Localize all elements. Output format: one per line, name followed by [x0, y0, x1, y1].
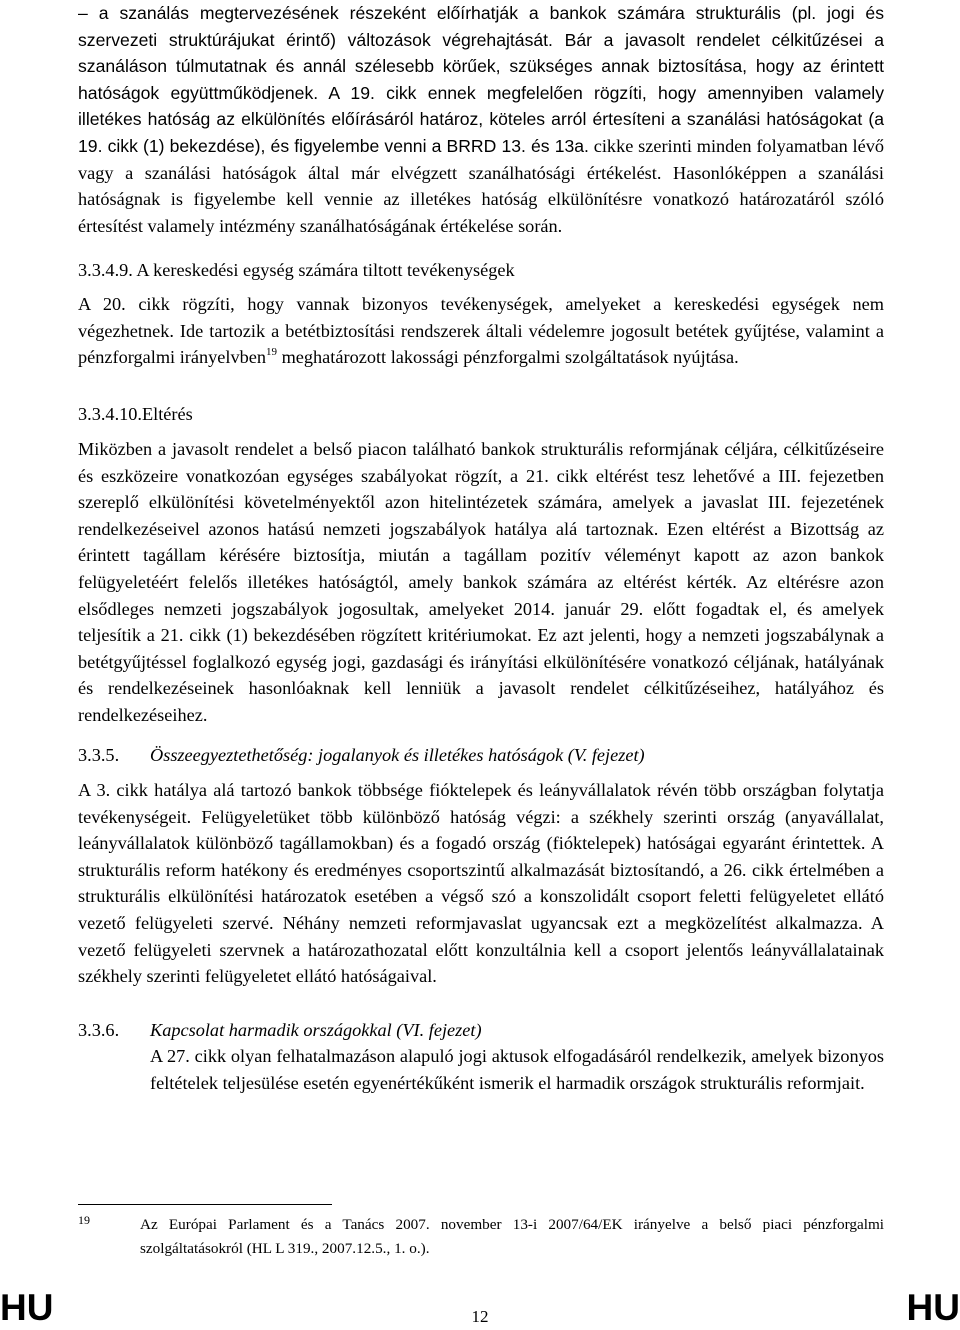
language-code-right: HU [906, 1287, 960, 1328]
footnote-number: 19 [78, 1213, 90, 1227]
section-heading-3-3-5 [78, 742, 645, 768]
language-code-left: HU [0, 1287, 54, 1328]
paragraph-text: meghatározott lakossági pénzforgalmi szolgáltatások nyújtása. [277, 347, 739, 368]
paragraph-trading-entity [78, 291, 884, 371]
section-number: 3.3.5. [78, 745, 120, 765]
paragraph-consistency: A 3. cikk hatálya alá tartozó bankok többsége fióktelepek és leányvállalatok révén több országban folytatja tevékenységeit. Felügyeletüket több különböző hatóság végzi: a székhely szerinti ország (anyavállalat, leányvállalatok különböző tagállamokban) és a fogadó ország (fióktelepek) hatóságai egyaránt érintettek. A strukturális reform hatékony és eredményes csoportszintű alkalmazását biztosítandó, a 26. cikk értelmében a strukturális elkülönítési határozatok esetében a végső szó a konszolidált csoport feletti felügyeletet ellátó vezető felügyeleti szervé. Néhány nemzeti reformjavaslat ugyancsak ezt a megközelítést alkalmazza. A vezető felügyeleti szervnek a határozathozatal előtt konzultálnia kell a csoport jelentős leányvállalatainak székhely szerinti felügyeletet ellátó hatóságaival. [78, 780, 884, 987]
footnote-text: Az Európai Parlament és a Tanács 2007. november 13-i 2007/64/EK irányelve a belső piaci pénzforgalmi szolgáltatásokról (HL L 319., 2007.12.5., 1. o.). [140, 1216, 884, 1257]
paragraph-resolution-cooperation [78, 0, 884, 239]
section-heading-3-3-4-10: 3.3.4.10.Eltérés [78, 404, 193, 424]
paragraph-derogation: Miközben a javasolt rendelet a belső piacon található bankok strukturális reformjának céljára, célkitűzéseire és eszközeire vonatkozóan egységes szabályokat rögzít, a 21. cikk eltérést tesz lehetővé a III. fejezetben szereplő elkülönítési követelményektől azon hitelintézetek számára, amelyek a javaslat III. fejezetének rendelkezéseivel azonos hatású nemzeti jogszabályok hatálya alá tartoznak. Ezen eltérést a Bizottság az érintett tagállam kérésére biztosítja, miután a tagállam pozitív véleményt kapott az azon bankok felügyeletéért felelős illetékes hatóságtól, amely bankok számára az eltérést kérték. Az eltérésre azon elsődleges nemzeti jogszabályok jogosultak, amelyeket 2014. január 29. előtt fogadtak el, és amelyek teljesítik a 21. cikk (1) bekezdésében rögzített kritériumokat. Ez azt jelenti, hogy a nemzeti jogszabálynak a betétgyűjtéssel foglalkozó egység jogi, gazdasági és irányítási elkülönítésére vonatkozó céljának, hatályának és rendelkezéseinek hasonlóaknak kell lenniük a javasolt rendelet célkitűzéseihez, hatályához és rendelkezéseihez. [78, 439, 884, 725]
footnote-separator [78, 1204, 332, 1205]
section-title: Kapcsolat harmadik országokkal (VI. fejezet) [150, 1020, 482, 1040]
section-title: Összeegyeztethetőség: jogalanyok és illetékes hatóságok (V. fejezet) [150, 745, 645, 765]
paragraph-text: A 20. cikk rögzíti, hogy vannak bizonyos tevékenységek, amelyeket a kereskedési egységek nem végezhetnek. Ide tartozik a betétbiztosítási rendszerek általi védelemre jogosult betétek gyűjtése, valamint a pénzforgalmi irányelvben [78, 294, 884, 368]
section-heading-3-3-6 [78, 1017, 482, 1043]
footnote-reference[interactable]: 19 [266, 346, 277, 359]
page-number: 12 [471, 1307, 489, 1326]
paragraph-part-serif: cikke szerinti minden folyamatban lévő vagy a szanálási hatóságok által már elvégzett szanálhatósági értékelést. Hasonlóképpen a szanálási hatóságnak is figyelembe kell vennie az illetékes hatóság elkülönítésre vonatkozó határozatáról szóló értesítést valamely intézmény szanálhatóságának értékelése során. [78, 135, 884, 236]
section-number: 3.3.6. [78, 1020, 120, 1040]
section-heading-3-3-4-9: 3.3.4.9. A kereskedési egység számára tiltott tevékenységek [78, 260, 515, 280]
paragraph-part-sans: – a szanálás megtervezésének részeként előírhatják a bankok számára strukturális (pl. jogi és szervezeti struktúrájukat érintő) változások végrehajtását. Bár a javasolt rendelet célkitűzései a szanáláson túlmutatnak és annál szélesebb körűek, szükséges annak biztosítása, hogy az érintett hatóságok együttműködjenek. A 19. cikk ennek megfelelően rögzíti, hogy amennyiben valamely illetékes hatóság az elkülönítés előírásáról határoz, köteles arról értesíteni a szanálási hatóságokat (a 19. cikk (1) bekezdése), és figyelembe venni a BRRD 13. és 13a. [78, 3, 884, 156]
paragraph-third-countries: A 27. cikk olyan felhatalmazáson alapuló jogi aktusok elfogadásáról rendelkezik, amelyek bizonyos feltételek teljesülése esetén egyenértékűként ismerik el harmadik országok strukturális reformjait. [150, 1046, 884, 1093]
